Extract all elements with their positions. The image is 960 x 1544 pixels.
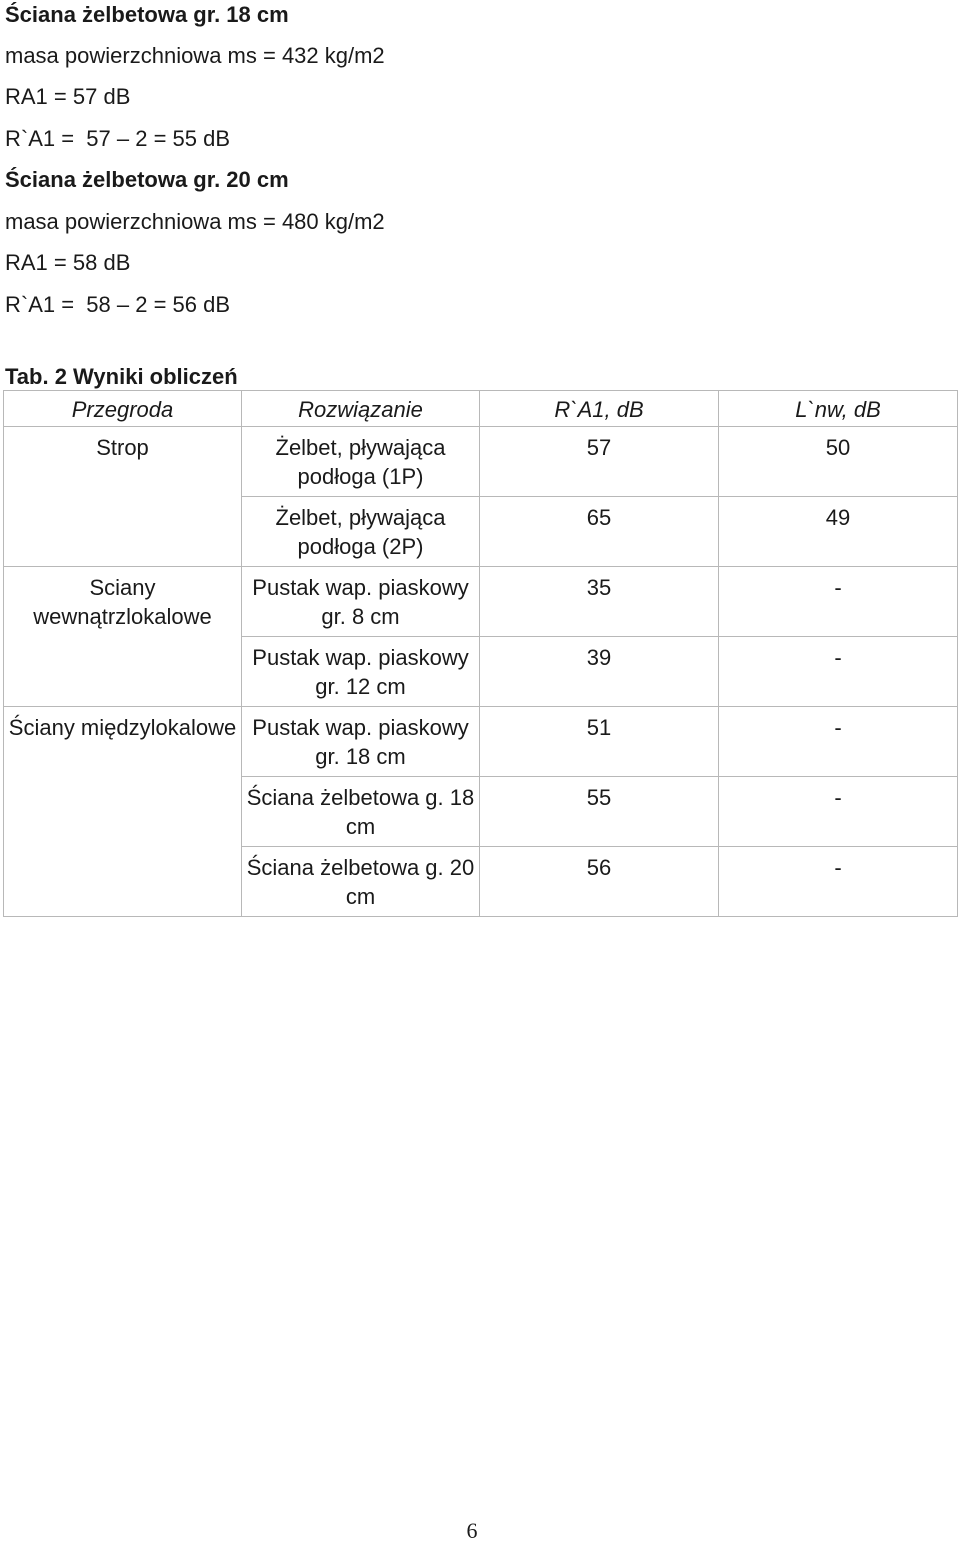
cell-lnw: 50 [719, 427, 958, 497]
cell-solution: Pustak wap. piaskowy gr. 18 cm [242, 707, 480, 777]
cell-solution: Żelbet, pływająca podłoga (1P) [242, 427, 480, 497]
results-table [3, 390, 958, 917]
cell-ra: 39 [480, 637, 719, 707]
cell-partition [4, 847, 242, 917]
cell-partition [4, 777, 242, 847]
text-line: R`A1 = 57 – 2 = 55 dB [5, 126, 231, 151]
header-partition: Przegroda [4, 391, 242, 427]
table-row [4, 707, 958, 777]
cell-solution: Pustak wap. piaskowy gr. 8 cm [242, 567, 480, 637]
cell-ra: 55 [480, 777, 719, 847]
cell-lnw: - [719, 777, 958, 847]
text-line: masa powierzchniowa ms = 432 kg/m2 [5, 43, 385, 68]
table-caption: Tab. 2 Wyniki obliczeń [5, 364, 238, 389]
cell-solution: Pustak wap. piaskowy gr. 12 cm [242, 637, 480, 707]
text-line: R`A1 = 58 – 2 = 56 dB [5, 292, 231, 317]
page-number: 6 [466, 1518, 478, 1543]
cell-partition: Sciany wewnątrzlokalowe [4, 567, 242, 637]
table-row [4, 777, 958, 847]
header-solution: Rozwiązanie [242, 391, 480, 427]
cell-ra: 56 [480, 847, 719, 917]
header-ra: R`A1, dB [480, 391, 719, 427]
table-row [4, 847, 958, 917]
table-row [4, 637, 958, 707]
cell-partition: Strop [4, 427, 242, 497]
cell-ra: 51 [480, 707, 719, 777]
text-line: RA1 = 58 dB [5, 250, 131, 275]
cell-partition [4, 497, 242, 567]
cell-ra: 57 [480, 427, 719, 497]
cell-lnw: - [719, 707, 958, 777]
text-line: RA1 = 57 dB [5, 84, 131, 109]
cell-lnw: - [719, 847, 958, 917]
cell-partition: Ściany międzylokalowe [4, 707, 242, 777]
cell-ra: 35 [480, 567, 719, 637]
cell-lnw: - [719, 567, 958, 637]
text-line: masa powierzchniowa ms = 480 kg/m2 [5, 209, 385, 234]
text-line: Ściana żelbetowa gr. 20 cm [5, 167, 289, 192]
cell-solution: Żelbet, pływająca podłoga (2P) [242, 497, 480, 567]
cell-lnw: 49 [719, 497, 958, 567]
cell-solution: Ściana żelbetowa g. 20 cm [242, 847, 480, 917]
text-line: Ściana żelbetowa gr. 18 cm [5, 2, 289, 27]
table-row [4, 497, 958, 567]
table-row [4, 567, 958, 637]
cell-ra: 65 [480, 497, 719, 567]
cell-partition [4, 637, 242, 707]
cell-solution: Ściana żelbetowa g. 18 cm [242, 777, 480, 847]
table-header-row [4, 391, 958, 427]
header-lnw: L`nw, dB [719, 391, 958, 427]
cell-lnw: - [719, 637, 958, 707]
table-row [4, 427, 958, 497]
